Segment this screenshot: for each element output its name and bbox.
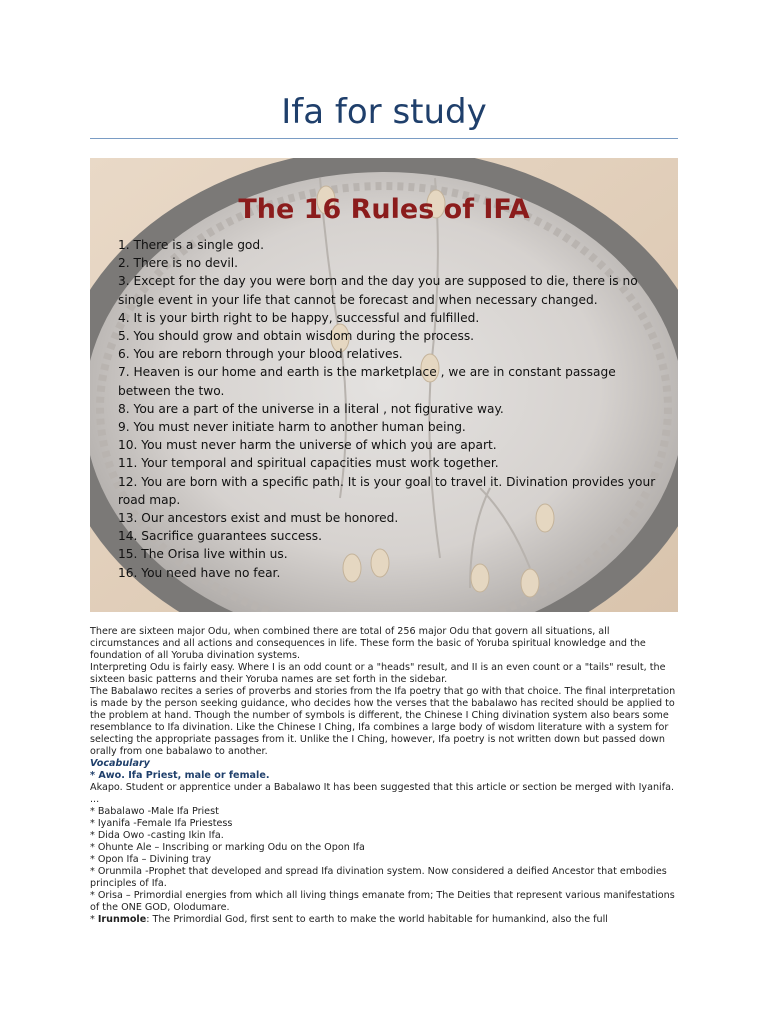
rule-item: 8. You are a part of the universe in a literal , not figurative way. bbox=[118, 401, 504, 416]
vocab-item: * Dida Owo -casting Ikin Ifa. bbox=[90, 830, 224, 841]
vocab-item-irunmole bbox=[90, 914, 680, 926]
rule-item: 15. The Orisa live within us. bbox=[118, 547, 288, 562]
title-divider bbox=[90, 138, 678, 139]
rule-item: 2. There is no devil. bbox=[118, 256, 239, 271]
vocab-item-akapo: Akapo. Student or apprentice under a Babalawo It has been suggested that this article or section be merged with Iyanifa. ... bbox=[90, 782, 675, 805]
rule-item: 1. There is a single god. bbox=[118, 238, 264, 252]
rules-list bbox=[118, 236, 666, 582]
vocab-item: * Orunmila -Prophet that developed and spread Ifa divination system. Now considered a deified Ancestor that embodies principles of Ifa. bbox=[90, 866, 667, 889]
rules-figure bbox=[90, 158, 678, 612]
rules-heading: The 16 Rules of IFA bbox=[238, 194, 530, 225]
rule-item: 7. Heaven is our home and earth is the marketplace , we are in constant passage between the two. bbox=[118, 365, 616, 398]
irunmole-term: Irunmole bbox=[97, 914, 147, 925]
rule-item: 16. You need have no fear. bbox=[118, 565, 281, 580]
rule-item: 13. Our ancestors exist and must be honored. bbox=[118, 511, 399, 526]
irunmole-definition: : The Primordial God, first sent to earth to make the world habitable for humankind, also the full bbox=[146, 914, 608, 925]
rule-item: 14. Sacrifice guarantees success. bbox=[118, 529, 322, 544]
vocab-item: * Ohunte Ale – Inscribing or marking Odu on the Opon Ifa bbox=[90, 842, 365, 853]
article-body bbox=[90, 626, 680, 926]
rule-item: 3. Except for the day you were born and the day you are supposed to die, there is no single event in your life that cannot be forecast and when necessary changed. bbox=[118, 274, 638, 307]
rule-item: 10. You must never harm the universe of which you are apart. bbox=[118, 438, 497, 453]
paragraph-odu: There are sixteen major Odu, when combined there are total of 256 major Odu that govern all situations, all circumstances and all actions and consequences in life. These form the basic of Yoruba spiritual knowledge and the foundation of all Yoruba divination systems. bbox=[90, 626, 646, 661]
rule-item: 4. It is your birth right to be happy, successful and fulfilled. bbox=[118, 310, 480, 325]
vocabulary-heading: Vocabulary bbox=[90, 758, 150, 769]
vocab-item: * Orisa – Primordial energies from which all living things emanate from; The Deities that represent various manifestations of the ONE GOD, Olodumare. bbox=[90, 890, 675, 913]
vocab-item-awo: * Awo. Ifa Priest, male or female. bbox=[90, 770, 270, 781]
irunmole-bullet: * bbox=[90, 914, 98, 925]
page-title: Ifa for study bbox=[281, 92, 487, 132]
rule-item: 11. Your temporal and spiritual capacities must work together. bbox=[118, 456, 499, 471]
vocab-item: * Babalawo -Male Ifa Priest bbox=[90, 806, 219, 817]
rule-item: 5. You should grow and obtain wisdom during the process. bbox=[118, 329, 475, 344]
rule-item: 9. You must never initiate harm to another human being. bbox=[118, 420, 466, 435]
rule-item: 6. You are reborn through your blood relatives. bbox=[118, 347, 403, 362]
paragraph-interpreting: Interpreting Odu is fairly easy. Where I is an odd count or a "heads" result, and II is an even count or a "tails" result, the sixteen basic patterns and their Yoruba names are set forth in the sidebar. bbox=[90, 662, 666, 685]
paragraph-babalawo: The Babalawo recites a series of proverbs and stories from the Ifa poetry that go with that choice. The final interpretation is made by the person seeking guidance, who decides how the verses that the babalawo has recited should be applied to the problem at hand. Though the number of symbols is different, the Chinese I Ching divination system also bears some resemblance to Ifa divination. Like the Chinese I Ching, Ifa combines a large body of wisdom literature with a system for selecting the appropriate passages from it. Unlike the I Ching, however, Ifa poetry is not written down but passed down orally from one babalawo to another. bbox=[90, 686, 676, 757]
vocab-item: * Iyanifa -Female Ifa Priestess bbox=[90, 818, 233, 829]
vocab-item: * Opon Ifa – Divining tray bbox=[90, 854, 212, 865]
rule-item: 12. You are born with a specific path. It is your goal to travel it. Divination provides your road map. bbox=[118, 474, 656, 507]
